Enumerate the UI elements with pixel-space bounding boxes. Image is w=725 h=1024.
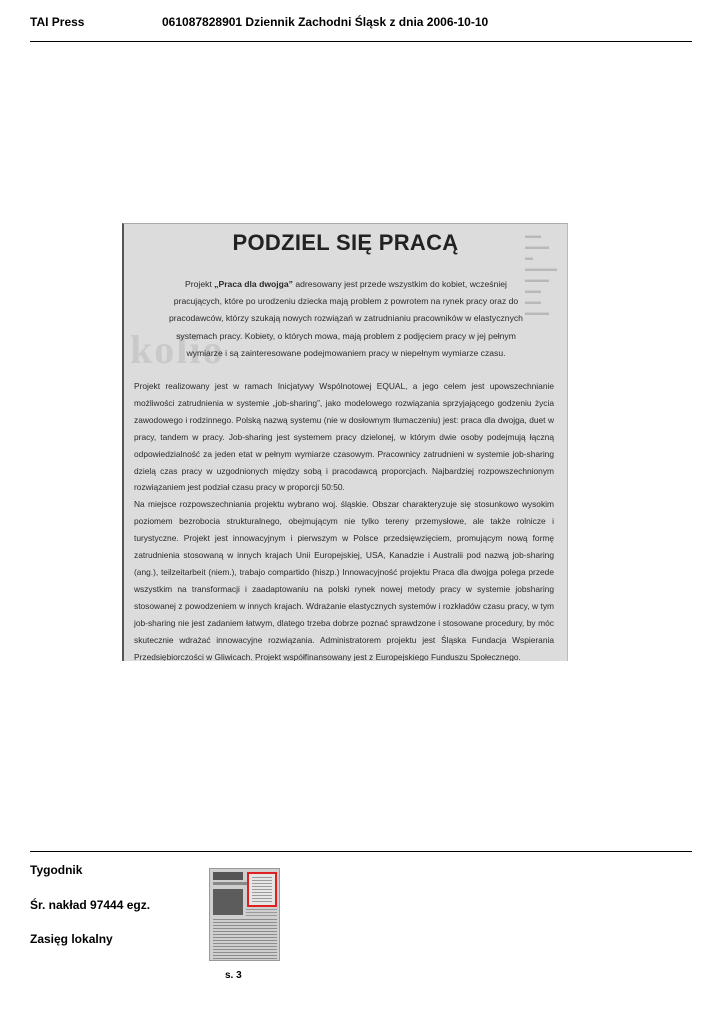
header-divider bbox=[30, 41, 692, 42]
article-lead bbox=[162, 276, 530, 362]
thumbnail-text-block bbox=[246, 909, 277, 917]
circulation: Śr. nakład 97444 egz. bbox=[30, 898, 151, 912]
article-body bbox=[134, 378, 554, 661]
page-number: s. 3 bbox=[225, 970, 242, 981]
lead-text: adresowany jest przede wszystkim do kobiet, wcześniej pracujących, które po urodzeniu dziecka mają problem z powrotem na rynek pracy oraz do pracodawców, którzy szukają nowych rozwiązań w zatrudnianiu pracowników w elastycznych systemach pracy. Kobiety, o których mowa, mają problem z podjęciem pracy w jej pełnym wymiarze i są zainteresowane podejmowaniem pracy w niepełnym wymiarze czasu. bbox=[169, 279, 523, 358]
highlighted-article-lines bbox=[252, 877, 272, 902]
publication-info: 061087828901 Dziennik Zachodni Śląsk z dnia 2006-10-10 bbox=[162, 15, 489, 29]
distribution-range: Zasięg lokalny bbox=[30, 932, 113, 946]
article-paragraph: Projekt realizowany jest w ramach Inicjatywy Wspólnotowej EQUAL, a jego celem jest upowszechnianie możliwości zatrudnienia w systemie „job-sharing”, jako modelowego rozwiązania sprzyjającego godzeniu życia zawodowego i rodzinnego. Polską nazwą systemu (nie w dosłownym tłumaczeniu) jest: praca dla dwojga, duet w pracy, tandem w pracy. Job-sharing jest systemem pracy dzielonej, w którym dwie osoby podejmują łączną odpowiedzialność za jeden etat w pełnym wymiarze czasowym. Pracownicy zatrudnieni w systemie job-sharing dzielą czas pracy w uzgodnionych między sobą i pracodawcą proporcjach. Najbardziej rozpowszechnionym rozwiązaniem jest podział czasu pracy w proporcji 50:50. bbox=[134, 381, 554, 493]
lead-prefix: Projekt bbox=[185, 279, 215, 289]
background-bleed-text: kolio bbox=[130, 327, 225, 372]
article-clipping bbox=[122, 223, 568, 661]
page-thumbnail bbox=[209, 868, 280, 961]
thumbnail-text-columns bbox=[213, 919, 277, 959]
thumbnail-photo bbox=[213, 889, 243, 915]
article-paragraph: Na miejsce rozpowszechniania projektu wybrano woj. śląskie. Obszar charakteryzuje się stosunkowo wysokim poziomem bezrobocia strukturalnego, obejmującym nie tylko tereny przemysłowe, ale także rolnicze i turystyczne. Projekt jest innowacyjnym i pierwszym w Polsce przedsięwzięciem, promującym nową formę zatrudnienia stosowaną w innych krajach Unii Europejskiej, USA, Kanadzie i Australii pod nazwą job-sharing (ang.), teilzeitarbeit (niem.), trabajo compartido (hiszp.) Innowacyjność projektu Praca dla dwojga polega przede wszystkim na transformacji i zaadaptowaniu na polski rynek nowej metody pracy w systemie jobsharing stosowanej z powodzeniem w innych krajach. Wdrażanie elastycznych systemów i rozkładów czasu pracy, w tym job-sharing nie jest zadaniem łatwym, dlatego trzeba dobrze poznać sprawdzone i stosowane procedury, by móc skutecznie wdrażać innowacyjne rozwiązania. Administratorem projektu jest Śląska Fundacja Wspierania Przedsiębiorczości w Gliwicach. Projekt współfinansowany jest z Europejskiego Funduszu Społecznego. bbox=[134, 499, 554, 661]
footer-divider bbox=[30, 851, 692, 852]
project-name: „Praca dla dwojga” bbox=[214, 279, 293, 289]
source-name: TAI Press bbox=[30, 15, 85, 29]
thumbnail-subhead bbox=[213, 882, 247, 885]
article-location-highlight bbox=[247, 872, 277, 907]
thumbnail-masthead bbox=[213, 872, 243, 880]
background-bleed-column: ▬▬ ▬▬▬ ▬ ▬▬▬▬ ▬▬▬ ▬▬ ▬▬ ▬▬▬ bbox=[525, 231, 557, 317]
article-title: PODZIEL SIĘ PRACĄ bbox=[232, 230, 459, 255]
publication-type: Tygodnik bbox=[30, 863, 83, 877]
